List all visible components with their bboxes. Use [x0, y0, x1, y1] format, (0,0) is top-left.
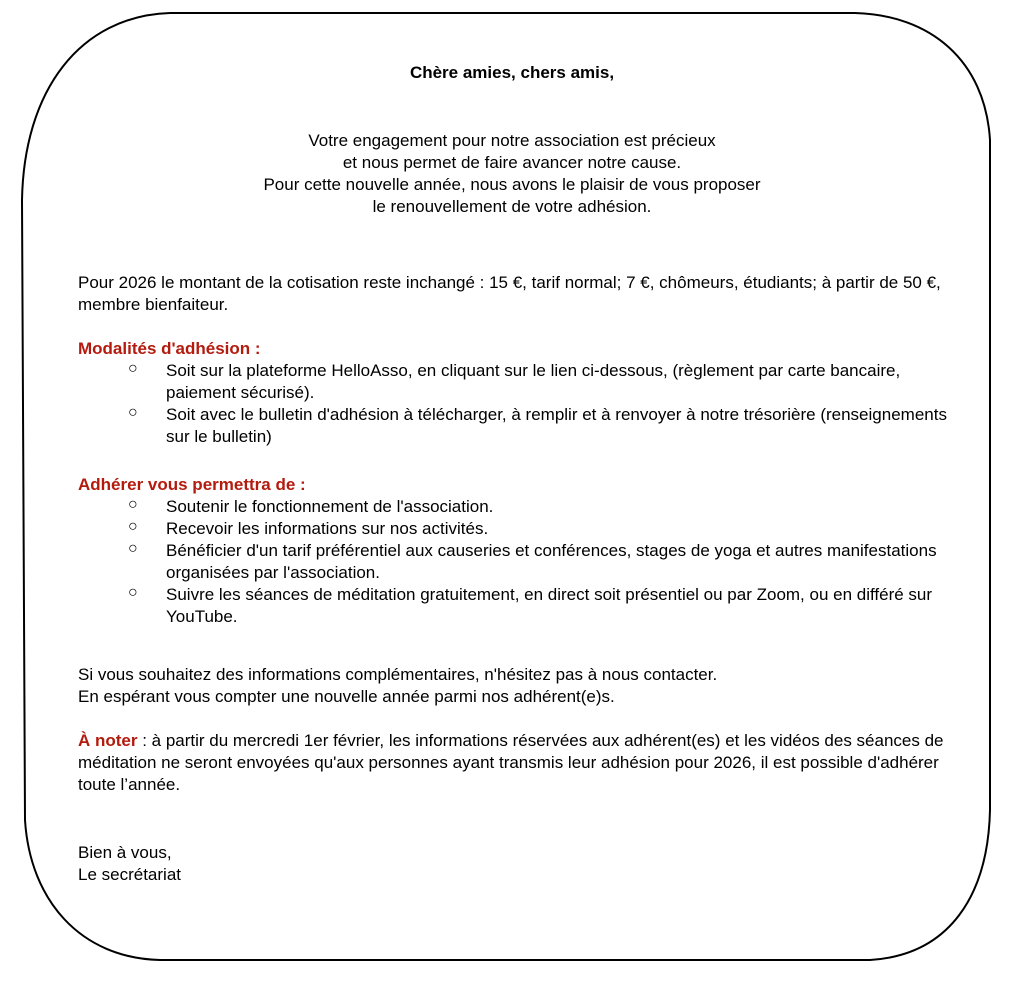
avantages-section: [78, 474, 958, 628]
note-label: À noter: [78, 731, 138, 750]
note-paragraph: [78, 730, 958, 796]
circle-bullet-icon: ○: [128, 518, 138, 535]
avantages-heading: Adhérer vous permettra de :: [78, 475, 306, 494]
circle-bullet-icon: ○: [128, 584, 138, 601]
note-text: : à partir du mercredi 1er février, les informations réservées aux adhérent(es) et les vidéos des séances de méditation ne seront envoyées qu'aux personnes ayant transmis leur adhésion pour 2026, il est possible d'adhérer toute l’année.: [78, 731, 944, 794]
list-item: ○ Soit avec le bulletin d'adhésion à télécharger, à remplir et à renvoyer à notre trésorière (renseignements sur le bulletin): [128, 404, 947, 446]
greeting: Chère amies, chers amis,: [409, 63, 615, 82]
list-item: ○ Soit sur la plateforme HelloAsso, en cliquant sur le lien ci-dessous, (règlement par carte bancaire, paiement sécurisé).: [128, 360, 901, 402]
contact-paragraph: [78, 664, 958, 708]
intro-line: Votre engagement pour notre association est précieux: [308, 131, 716, 150]
contact-line: Si vous souhaitez des informations complémentaires, n'hésitez pas à nous contacter.: [78, 665, 718, 684]
list-item: ○ Bénéficier d'un tarif préférentiel aux causeries et conférences, stages de yoga et autres manifestations organisées par l'association.: [128, 540, 937, 582]
contact-line: En espérant vous compter une nouvelle année parmi nos adhérent(e)s.: [78, 687, 615, 706]
closing-line: Bien à vous,: [78, 843, 172, 862]
signature: Le secrétariat: [78, 865, 181, 884]
intro-paragraph: [78, 130, 946, 218]
modalites-heading: Modalités d'adhésion :: [78, 339, 261, 358]
intro-line: Pour cette nouvelle année, nous avons le plaisir de vous proposer: [263, 175, 761, 194]
circle-bullet-icon: ○: [128, 404, 138, 421]
intro-line: et nous permet de faire avancer notre cause.: [342, 153, 682, 172]
intro-line: le renouvellement de votre adhésion.: [372, 197, 652, 216]
list-item: ○ Soutenir le fonctionnement de l'association.: [128, 496, 494, 516]
list-item: ○ Recevoir les informations sur nos activités.: [128, 518, 489, 538]
modalites-section: [78, 338, 958, 448]
closing: [78, 842, 958, 886]
cotisation-paragraph: Pour 2026 le montant de la cotisation reste inchangé : 15 €, tarif normal; 7 €, chômeurs, étudiants; à partir de 50 €, membre bienfaiteur.: [78, 273, 941, 314]
list-item: ○ Suivre les séances de méditation gratuitement, en direct soit présentiel ou par Zoom, ou en différé sur YouTube.: [128, 584, 933, 626]
circle-bullet-icon: ○: [128, 360, 138, 377]
circle-bullet-icon: ○: [128, 496, 138, 513]
circle-bullet-icon: ○: [128, 540, 138, 557]
